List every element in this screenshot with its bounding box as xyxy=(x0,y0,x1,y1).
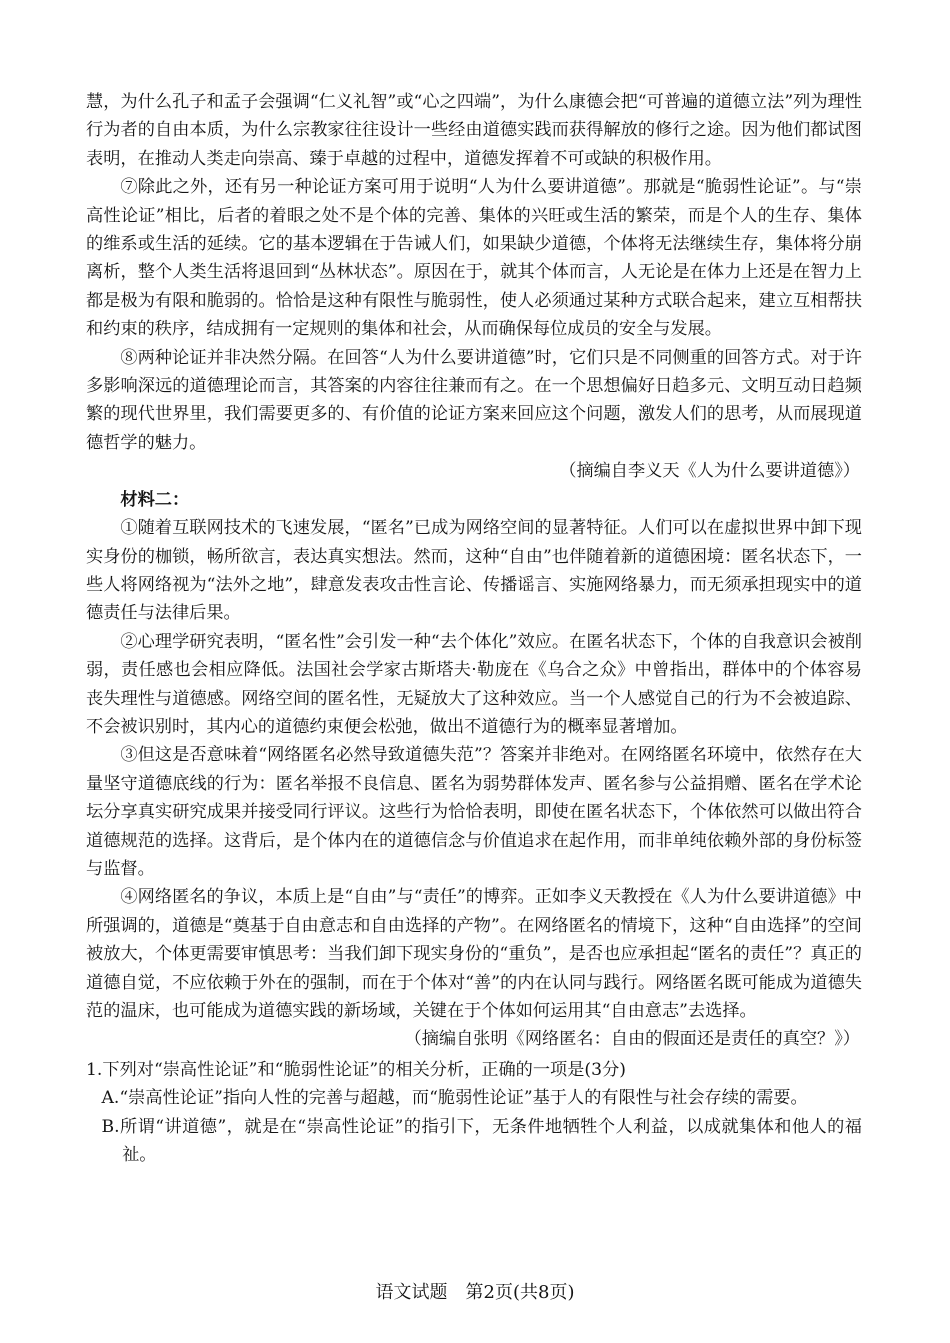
source-citation-2: （摘编自张明《网络匿名：自由的假面还是责任的真空？》） xyxy=(404,1029,860,1050)
question-1-option-a: A.“崇高性论证”指向人性的完善与超越，而“脆弱性论证”基于人的有限性与社会存续的需要。 xyxy=(101,1088,808,1109)
source-citation-1: （摘编自李义天《人为什么要讲道德》） xyxy=(559,461,860,482)
material-2-paragraph-4: ④网络匿名的争议，本质上是“自由”与“责任”的博弈。正如李义天教授在《人为什么要讲道德》中所强调的，道德是“奠基于自由意志和自由选择的产物”。在网络匿名的情境下，这种“自由选择”的空间被放大，个体更需要审慎思考：当我们卸下现实身份的“重负”，是否也应承担起“匿名的责任”？真正的道德自觉，不应依赖于外在的强制，而在于个体对“善”的内在认同与践行。网络匿名既可能成为道德失范的温床，也可能成为道德实践的新场域，关键在于个体如何运用其“自由意志”去选择。 xyxy=(86,887,862,1021)
question-1-stem: 1.下列对“崇高性论证”和“脆弱性论证”的相关分析，正确的一项是(3分) xyxy=(86,1059,626,1080)
material-2-heading: 材料二： xyxy=(120,489,190,510)
material-2-paragraph-2: ②心理学研究表明，“匿名性”会引发一种“去个体化”效应。在匿名状态下，个体的自我意识会被削弱，责任感也会相应降低。法国社会学家古斯塔夫·勒庞在《乌合之众》中曾指出，群体中的个体容易丧失理性与道德感。网络空间的匿名性，无疑放大了这种效应。当一个人感觉自己的行为不会被追踪、不会被识别时，其内心的道德约束便会松弛，做出不道德行为的概率显著增加。 xyxy=(86,631,862,737)
exam-text xyxy=(86,88,862,1169)
question-1-option-b: B.所谓“讲道德”，就是在“崇高性论证”的指引下，无条件地牺牲个人利益，以成就集体和他人的福祉。 xyxy=(101,1116,862,1166)
paragraph-6-continued: 慧，为什么孔子和孟子会强调“仁义礼智”或“心之四端”，为什么康德会把“可普遍的道德立法”列为理性行为者的自由本质，为什么宗教家往往设计一些经由道德实践而获得解放的修行之途。因为他们都试图表明，在推动人类走向崇高、臻于卓越的过程中，道德发挥着不可或缺的积极作用。 xyxy=(86,92,862,169)
paragraph-8: ⑧两种论证并非决然分隔。在回答“人为什么要讲道德”时，它们只是不同侧重的回答方式。对于许多影响深远的道德理论而言，其答案的内容往往兼而有之。在一个思想偏好日趋多元、文明互动日趋频繁的现代世界里，我们需要更多的、有价值的论证方案来回应这个问题，激发人们的思考，从而展现道德哲学的魅力。 xyxy=(86,347,862,453)
material-2-paragraph-3: ③但这是否意味着“网络匿名必然导致道德失范”？答案并非绝对。在网络匿名环境中，依然存在大量坚守道德底线的行为：匿名举报不良信息、匿名为弱势群体发声、匿名参与公益捐赠、匿名在学术论坛分享真实研究成果并接受同行评议。这些行为恰恰表明，即使在匿名状态下，个体依然可以做出符合道德规范的选择。这背后，是个体内在的道德信念与价值追求在起作用，而非单纯依赖外部的身份标签与监督。 xyxy=(86,745,862,879)
material-2-paragraph-1: ①随着互联网技术的飞速发展，“匿名”已成为网络空间的显著特征。人们可以在虚拟世界中卸下现实身份的枷锁，畅所欲言，表达真实想法。然而，这种“自由”也伴随着新的道德困境：匿名状态下，一些人将网络视为“法外之地”，肆意发表攻击性言论、传播谣言、实施网络暴力，而无须承担现实中的道德责任与法律后果。 xyxy=(86,518,862,624)
paragraph-7: ⑦除此之外，还有另一种论证方案可用于说明“人为什么要讲道德”。那就是“脆弱性论证”。与“崇高性论证”相比，后者的着眼之处不是个体的完善、集体的兴旺或生活的繁荣，而是个人的生存、集体的维系或生活的延续。它的基本逻辑在于告诫人们，如果缺少道德，个体将无法继续生存，集体将分崩离析，整个人类生活将退回到“丛林状态”。原因在于，就其个体而言，人无论是在体力上还是在智力上都是极为有限和脆弱的。恰恰是这种有限性与脆弱性，使人必须通过某种方式联合起来，建立互相帮扶和约束的秩序，结成拥有一定规则的集体和社会，从而确保每位成员的安全与发展。 xyxy=(86,177,862,340)
page-footer: 语文试题 第2页(共8页) xyxy=(375,1282,575,1303)
